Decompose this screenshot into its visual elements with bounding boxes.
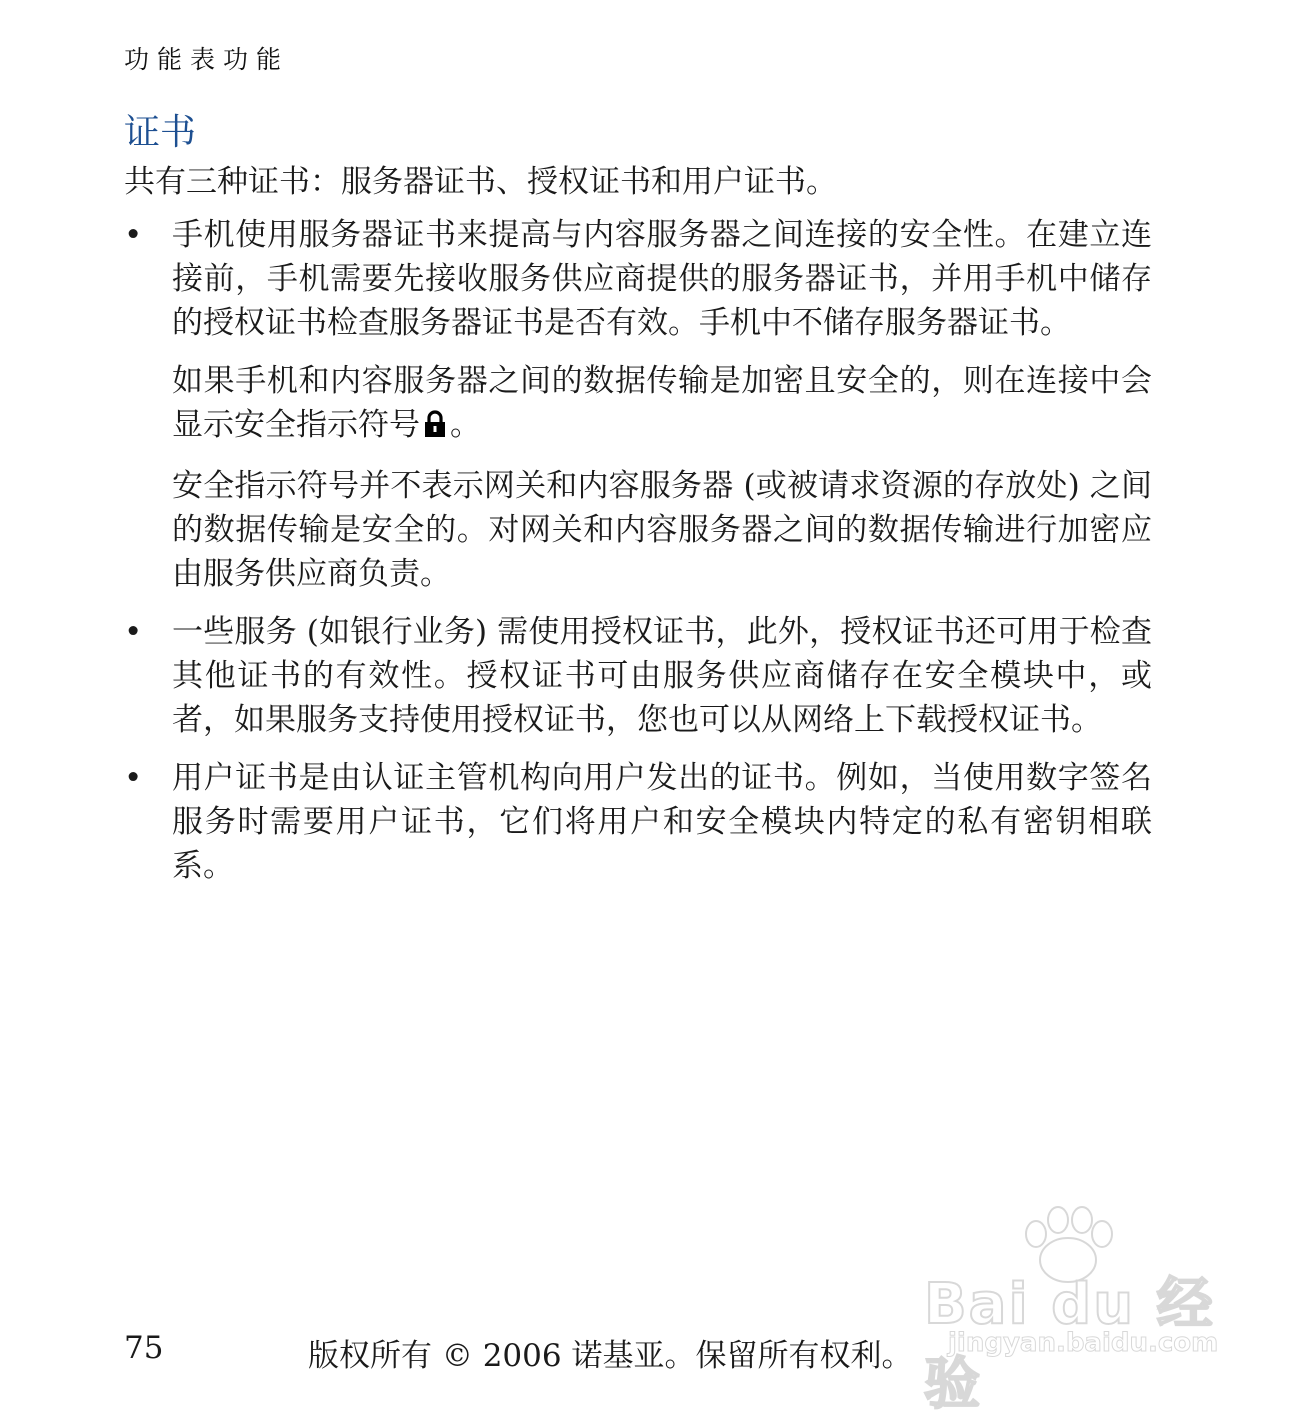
- bullet-paragraph: 用户证书是由认证主管机构向用户发出的证书。例如，当使用数字签名服务时需要用户证书，它们将用户和安全模块内特定的私有密钥相联系。: [172, 760, 1152, 884]
- watermark-logo: Bai du 经验: [924, 1272, 1215, 1417]
- baidu-watermark: [918, 1200, 1228, 1417]
- list-item: [124, 610, 1164, 742]
- lock-icon: [424, 406, 446, 450]
- running-header: 功能表功能: [124, 45, 290, 74]
- copyright-notice: 版权所有 © 2006 诺基亚。保留所有权利。: [308, 1338, 913, 1374]
- intro-paragraph: 共有三种证书：服务器证书、授权证书和用户证书。: [124, 164, 837, 200]
- bullet-paragraph: 安全指示符号并不表示网关和内容服务器 (或被请求资源的存放处) 之间的数据传输是安全的。对网关和内容服务器之间的数据传输进行加密应由服务供应商负责。: [172, 468, 1152, 592]
- bullet-dot: •: [124, 760, 143, 796]
- bullet-paragraph: 手机使用服务器证书来提高与内容服务器之间连接的安全性。在建立连接前，手机需要先接收服务供应商提供的服务器证书，并用手机中储存的授权证书检查服务器证书是否有效。手机中不储存服务器证书。: [172, 217, 1152, 341]
- page-number: 75: [124, 1330, 164, 1366]
- list-item: [124, 756, 1164, 888]
- bullet-paragraph: 一些服务 (如银行业务) 需使用授权证书，此外，授权证书还可用于检查其他证书的有效性。授权证书可由服务供应商储存在安全模块中，或者，如果服务支持使用授权证书，您也可以从网络上下载授权证书。: [172, 614, 1152, 738]
- sentence-end: 。: [450, 407, 481, 443]
- section-title: 证书: [124, 112, 197, 153]
- bullet-dot: •: [124, 217, 143, 253]
- bullet-list: [124, 213, 1164, 902]
- watermark-url: jingyan.baidu.com: [948, 1328, 1219, 1358]
- list-item: [124, 213, 1164, 596]
- bullet-paragraph-text: 如果手机和内容服务器之间的数据传输是加密且安全的，则在连接中会显示安全指示符号: [172, 363, 1152, 443]
- bullet-paragraph-with-icon: [172, 359, 1152, 450]
- bullet-dot: •: [124, 614, 143, 650]
